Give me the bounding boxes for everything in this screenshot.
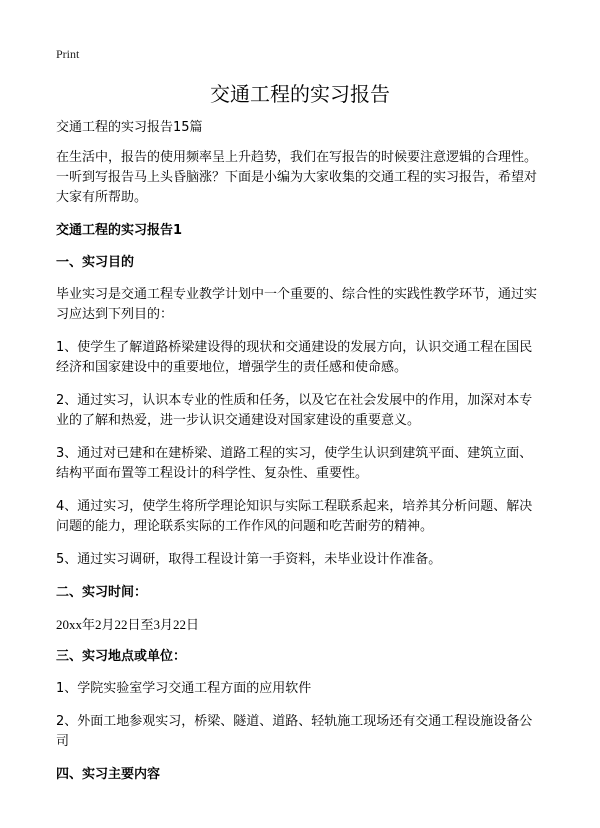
section-heading-place: 三、实习地点或单位： [56, 649, 187, 664]
purpose-item-3: 3、通过对已建和在建桥梁、道路工程的实习，使学生认识到建筑平面、建筑立面、结构平面布置等工程设计的科学性、复杂性、重要性。 [56, 446, 533, 481]
time-value: 20xx年2月22日至3月22日 [56, 617, 200, 632]
report-title: 交通工程的实习报告1 [56, 223, 183, 238]
document-body [56, 118, 544, 797]
purpose-item-5: 5、通过实习调研，取得工程设计第一手资料，未毕业设计作准备。 [56, 552, 442, 567]
purpose-item-2: 2、通过实习，认识本专业的性质和任务，以及它在社会发展中的作用，加深对本专业的了解和热爱，进一步认识交通建设对国家建设的重要意义。 [56, 393, 533, 428]
purpose-intro: 毕业实习是交通工程专业教学计划中一个重要的、综合性的实践性教学环节，通过实习应达到下列目的： [56, 287, 538, 322]
purpose-item-1: 1、使学生了解道路桥梁建设得的现状和交通建设的发展方向，认识交通工程在国民经济和国家建设中的重要地位，增强学生的责任感和使命感。 [56, 340, 533, 375]
place-item-1: 1、学院实验室学习交通工程方面的应用软件 [56, 681, 312, 696]
section-heading-content: 四、实习主要内容 [56, 767, 161, 782]
document-subtitle: 交通工程的实习报告15篇 [56, 120, 203, 135]
document-title: 交通工程的实习报告 [210, 82, 390, 106]
print-label: Print [56, 47, 80, 61]
place-item-2: 2、外面工地参观实习，桥梁、隧道、道路、轻轨施工现场还有交通工程设施设备公司 [56, 714, 533, 749]
intro-paragraph: 在生活中，报告的使用频率呈上升趋势，我们在写报告的时候要注意逻辑的合理性。一听到写报告马上头昏脑涨？下面是小编为大家收集的交通工程的实习报告，希望对大家有所帮助。 [56, 150, 538, 205]
purpose-item-4: 4、通过实习，使学生将所学理论知识与实际工程联系起来，培养其分析问题、解决问题的能力，理论联系实际的工作作风的问题和吃苦耐劳的精神。 [56, 499, 533, 534]
section-heading-time: 二、实习时间： [56, 585, 148, 600]
section-heading-purpose: 一、实习目的 [56, 255, 135, 270]
